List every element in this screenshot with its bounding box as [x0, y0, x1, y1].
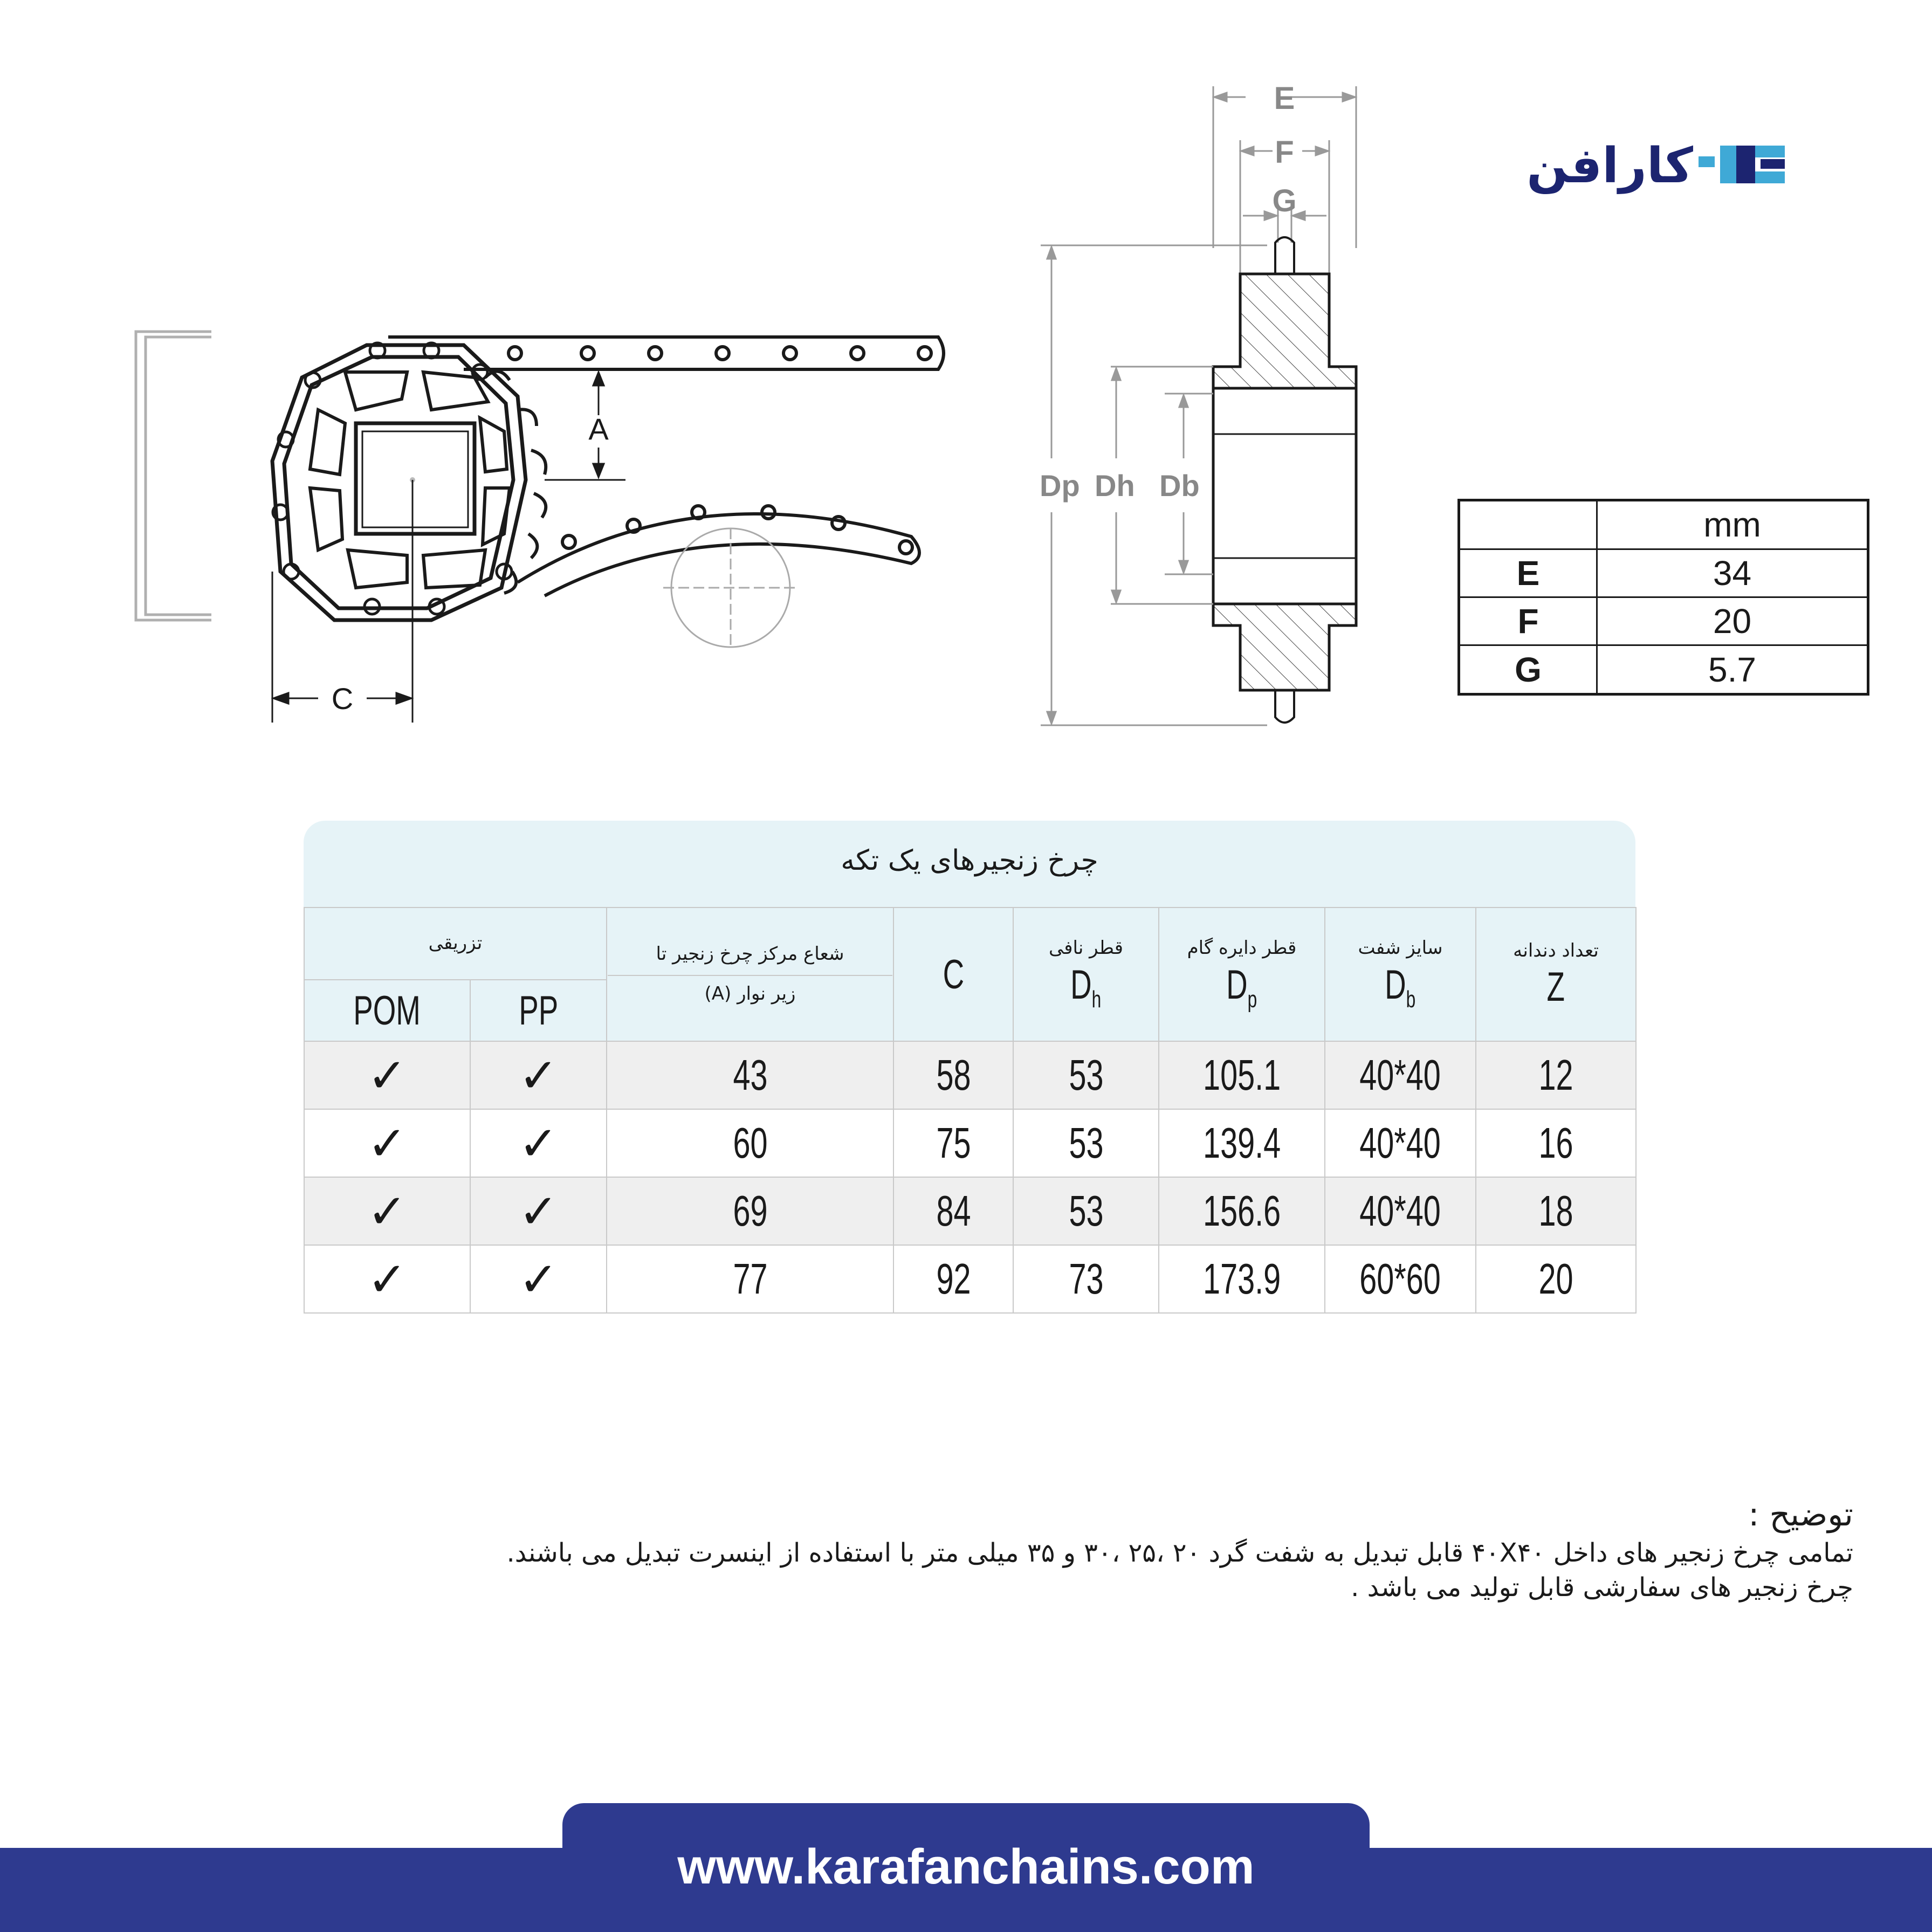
top-dims: [1213, 70, 1386, 275]
header-pp: PP: [470, 980, 607, 1041]
dim-dp-label: Dp: [1040, 469, 1080, 503]
header-pom: POM: [304, 980, 470, 1041]
dims-key: G: [1459, 645, 1597, 695]
pp-check-icon: ✓: [470, 1041, 607, 1109]
pp-check-icon: ✓: [470, 1177, 607, 1245]
pom-check-icon: ✓: [304, 1041, 470, 1109]
cell-c: 84: [893, 1177, 1013, 1245]
dim-c-label: C: [331, 682, 354, 716]
table-row: [304, 1109, 1636, 1177]
sprocket-section-view: [998, 70, 1386, 739]
cell-dh: 73: [1013, 1245, 1159, 1313]
cell-dp: 105.1: [1159, 1041, 1325, 1109]
header-teeth: تعداد دندانه Z: [1476, 907, 1636, 1041]
dims-row: [1459, 549, 1868, 597]
logo-text: کارافن: [1527, 139, 1693, 193]
dims-header-empty: [1459, 500, 1597, 549]
spec-table-panel: [304, 821, 1635, 1311]
cell-z: 12: [1476, 1041, 1636, 1109]
square-bore: [356, 423, 475, 534]
dim-f-label: F: [1275, 135, 1294, 170]
cell-z: 16: [1476, 1109, 1636, 1177]
dims-value: 5.7: [1597, 645, 1868, 695]
cell-dh: 53: [1013, 1177, 1159, 1245]
dims-key: F: [1459, 597, 1597, 645]
cell-db: 40*40: [1325, 1109, 1476, 1177]
footer-website-link[interactable]: www.karafanchains.com: [677, 1839, 1255, 1894]
header-hub: قطر نافی $D_h$: [1013, 907, 1159, 1041]
pp-check-icon: ✓: [470, 1109, 607, 1177]
header-material: تزریقی: [304, 907, 607, 980]
spec-table: [304, 907, 1637, 1314]
spec-header-row: [304, 907, 1636, 980]
dim-e-label: E: [1274, 81, 1295, 116]
header-radius: شعاع مرکز چرخ زنجیر تا زیر نوار (A): [607, 907, 893, 1041]
cell-db: 40*40: [1325, 1041, 1476, 1109]
dims-key: E: [1459, 549, 1597, 597]
spec-title: چرخ زنجیرهای یک تکه: [841, 844, 1098, 877]
notes-block: [182, 1494, 1853, 1605]
pom-check-icon: ✓: [304, 1245, 470, 1313]
karafan-logo: [1467, 135, 1790, 200]
cell-z: 18: [1476, 1177, 1636, 1245]
pp-check-icon: ✓: [470, 1245, 607, 1313]
dim-g-label: G: [1272, 183, 1297, 218]
dims-value: 34: [1597, 549, 1868, 597]
pom-check-icon: ✓: [304, 1177, 470, 1245]
dimension-table: [1457, 499, 1869, 696]
table-row: [304, 1041, 1636, 1109]
dims-unit: mm: [1597, 500, 1868, 549]
dims-header-row: [1459, 500, 1868, 549]
chain-return-run: [518, 506, 919, 596]
dims-value: 20: [1597, 597, 1868, 645]
dims-row: [1459, 645, 1868, 695]
cell-c: 58: [893, 1041, 1013, 1109]
pom-check-icon: ✓: [304, 1109, 470, 1177]
section-body: [1213, 274, 1356, 690]
cell-a: 69: [607, 1177, 893, 1245]
note-title: توضیح :: [1748, 1496, 1853, 1534]
note-line: تمامی چرخ زنجیر های داخل ۴۰X۴۰ قابل تبدیل به شفت گرد ۲۰ ،۲۵ ،۳۰ و ۳۵ میلی متر با استفاده از اینسرت تبدیل می باشند.: [506, 1538, 1853, 1569]
cell-dp: 156.6: [1159, 1177, 1325, 1245]
dims-row: [1459, 597, 1868, 645]
cell-dp: 173.9: [1159, 1245, 1325, 1313]
cell-dh: 53: [1013, 1041, 1159, 1109]
dim-dh-label: Dh: [1095, 469, 1135, 503]
table-row: [304, 1245, 1636, 1313]
cell-c: 75: [893, 1109, 1013, 1177]
cell-a: 60: [607, 1109, 893, 1177]
frame-bracket: [136, 332, 211, 620]
note-line: چرخ زنجیر های سفارشی قابل تولید می باشد .: [1351, 1572, 1853, 1603]
cell-dp: 139.4: [1159, 1109, 1325, 1177]
header-c: C: [893, 907, 1013, 1041]
logo-mark: [1467, 135, 1790, 200]
cell-a: 77: [607, 1245, 893, 1313]
table-row: [304, 1177, 1636, 1245]
cell-db: 40*40: [1325, 1177, 1476, 1245]
sprocket-chain-drawing: [0, 0, 971, 755]
cell-c: 92: [893, 1245, 1013, 1313]
header-pitch: قطر دایره گام $D_p$: [1159, 907, 1325, 1041]
cell-a: 43: [607, 1041, 893, 1109]
cell-z: 20: [1476, 1245, 1636, 1313]
header-shaft: سایز شفت $D_b$: [1325, 907, 1476, 1041]
cell-dh: 53: [1013, 1109, 1159, 1177]
dim-db-label: Db: [1159, 469, 1200, 503]
dim-a-label: A: [588, 412, 609, 446]
cell-db: 60*60: [1325, 1245, 1476, 1313]
